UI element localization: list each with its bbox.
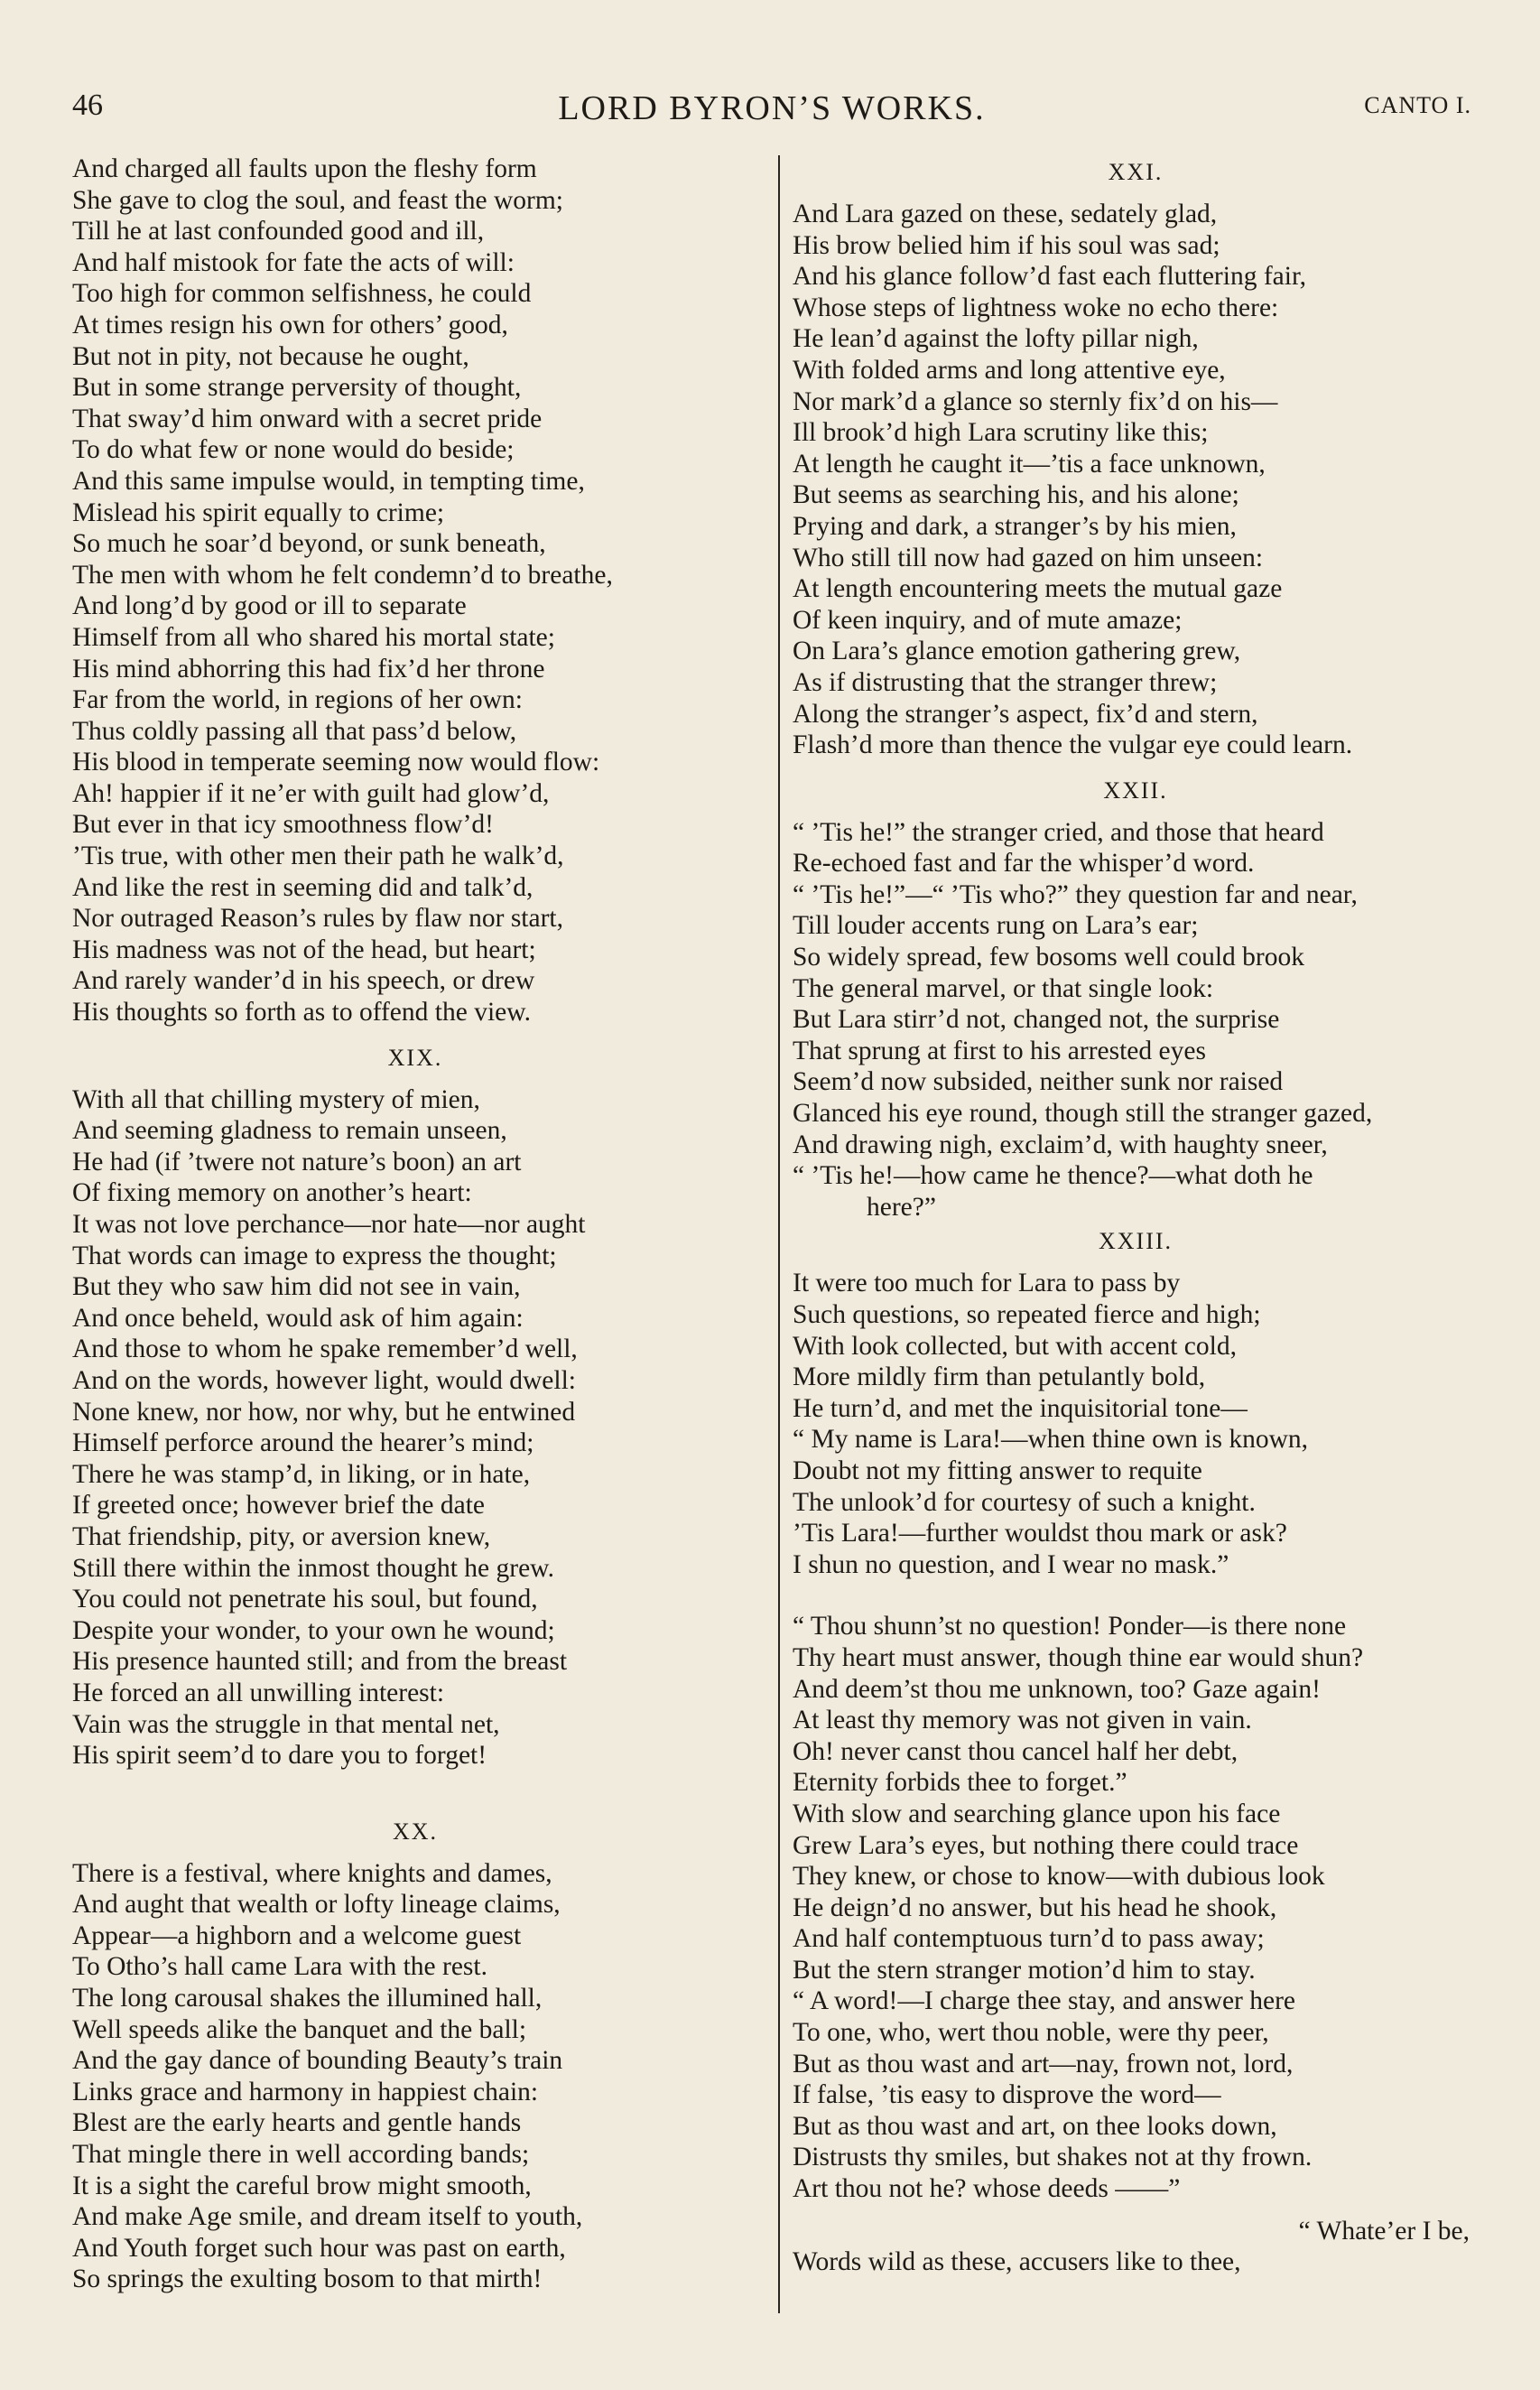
verse-line: On Lara’s glance emotion gathering grew, [793,637,1241,666]
verse-line: Mislead his spirit equally to crime; [72,498,445,527]
verse-line: Still there within the inmost thought he grew. [72,1553,554,1583]
verse-line: Nor mark’d a glance so sternly fix’d on his— [793,386,1278,416]
verse-line: Thus coldly passing all that pass’d below, [72,716,517,746]
verse-line: To do what few or none would do beside; [72,435,515,465]
verse-line: Vain was the struggle in that mental net, [72,1709,500,1739]
verse-line: But not in pity, not because he ought, [72,341,469,371]
verse-line: Of fixing memory on another’s heart: [72,1178,472,1208]
verse-line: That friendship, pity, or aversion knew, [72,1521,491,1551]
verse-line: The long carousal shakes the illumined hall, [72,1984,543,2013]
verse-line: If greeted once; however brief the date [72,1491,486,1520]
section-heading-xix: XIX. [387,1044,443,1071]
verse-line: And Youth forget such hour was past on earth, [72,2233,566,2263]
verse-line: And make Age smile, and dream itself to youth, [72,2202,583,2232]
verse-line: It is a sight the careful brow might smooth, [72,2171,532,2200]
verse-line: But in some strange perversity of thought, [72,373,522,403]
verse-line: “ ’Tis he!—how came he thence?—what doth he [793,1161,1313,1191]
verse-line: Along the stranger’s aspect, fix’d and stern, [793,699,1258,729]
verse-line: That mingle there in well according bands; [72,2140,530,2170]
verse-line: Despite your wonder, to your own he wound; [72,1615,555,1645]
section-heading-xxii: XXII. [1103,777,1168,804]
verse-line: None knew, nor how, nor why, but he entwined [72,1397,576,1427]
verse-line: Till louder accents rung on Lara’s ear; [793,911,1199,941]
column-divider [778,155,780,2313]
verse-line: But ever in that icy smoothness flow’d! [72,810,495,840]
verse-line: To one, who, wert thou noble, were thy peer, [793,2018,1269,2048]
verse-line: More mildly firm than petulantly bold, [793,1362,1206,1392]
verse-line: Himself from all who shared his mortal state; [72,622,555,652]
verse-line: Such questions, so repeated fierce and high; [793,1300,1261,1329]
stanza-xxi [793,199,1479,761]
verse-line: Glanced his eye round, though still the stranger gazed, [793,1099,1373,1129]
verse-line: There is a festival, where knights and dames, [72,1858,552,1888]
verse-line: At times resign his own for others’ good, [72,310,508,339]
verse-line: And rarely wander’d in his speech, or drew [72,966,535,996]
verse-line: Links grace and harmony in happiest chain: [72,2077,539,2106]
right-column [793,153,1479,2278]
reply-line: “ Whate’er I be, [1298,2216,1470,2246]
section-heading-xxiii: XXIII. [1098,1228,1174,1255]
stanza-xxiii [793,1268,1479,1580]
verse-line: And aught that wealth or lofty lineage claims, [72,1890,561,1920]
verse-line: His presence haunted still; and from the breast [72,1647,568,1677]
verse-line: His spirit seem’d to dare you to forget! [72,1741,487,1771]
verse-line: Himself perforce around the hearer’s mind; [72,1428,534,1458]
verse-line: Appear—a highborn and a welcome guest [72,1920,522,1950]
verse-line: Flash’d more than thence the vulgar eye could learn. [793,730,1353,760]
verse-line: Re-echoed fast and far the whisper’d word. [793,849,1255,879]
verse-line: And drawing nigh, exclaim’d, with haughty sneer, [793,1130,1328,1159]
verse-line: He deign’d no answer, but his head he shook, [793,1892,1277,1922]
verse-line: She gave to clog the soul, and feast the worm; [72,185,563,215]
verse-line: With look collected, but with accent cold, [793,1331,1237,1361]
verse-line: But they who saw him did not see in vain, [72,1272,521,1302]
verse-line: Oh! never canst thou cancel half her debt, [793,1736,1238,1766]
verse-line: And half mistook for fate the acts of will: [72,247,515,277]
verse-line: Art thou not he? whose deeds ——” [793,2174,1181,2204]
stanza-xx [72,1858,758,2295]
verse-line: “ Thou shunn’st no question! Ponder—is there none [793,1612,1347,1641]
verse-line: At least thy memory was not given in vain. [793,1706,1252,1735]
verse-line: “ ’Tis he!” the stranger cried, and those that heard [793,817,1324,847]
verse-line: Too high for common selfishness, he could [72,279,532,309]
verse-line: His brow belied him if his soul was sad; [793,230,1220,260]
verse-line: They knew, or chose to know—with dubious look [793,1862,1325,1892]
verse-line: And seeming gladness to remain unseen, [72,1116,507,1146]
verse-line: And charged all faults upon the fleshy form [72,154,537,183]
verse-line: If false, ’tis easy to disprove the word— [793,2080,1221,2110]
verse-line: That sprung at first to his arrested eyes [793,1036,1206,1065]
verse-line: ’Tis true, with other men their path he walk’d, [72,842,564,871]
verse-line: Well speeds alike the banquet and the ball; [72,2014,527,2044]
verse-line: The unlook’d for courtesy of such a knight. [793,1487,1256,1517]
canto-label: CANTO I. [1364,92,1471,118]
verse-line: It was not love perchance—nor hate—nor aught [72,1210,586,1239]
verse-line: That sway’d him onward with a secret pride [72,404,543,433]
stanza-xxii [793,817,1479,1192]
verse-line: Doubt not my fitting answer to requite [793,1455,1202,1485]
verse-line: I shun no question, and I wear no mask.” [793,1549,1229,1579]
verse-line: And Lara gazed on these, sedately glad, [793,200,1218,228]
verse-line: But as thou wast and art, on thee looks down, [793,2111,1277,2141]
verse-line: Ill brook’d high Lara scrutiny like this; [793,418,1209,448]
verse-line: But as thou wast and art—nay, frown not, lord, [793,2049,1294,2078]
verse-line: To Otho’s hall came Lara with the rest. [72,1952,487,1982]
verse-line: His thoughts so forth as to offend the view. [72,998,531,1028]
verse-line: And once beheld, would ask of him again: [72,1303,524,1333]
verse-line: Who still till now had gazed on him unseen: [793,543,1264,572]
verse-line: Ah! happier if it ne’er with guilt had glow’d, [72,778,550,808]
verse-line: Nor outraged Reason’s rules by flaw nor start, [72,904,563,934]
verse-line: ’Tis Lara!—further wouldst thou mark or ask? [793,1519,1287,1548]
verse-line: His blood in temperate seeming now would flow: [72,748,600,777]
verse-line: So widely spread, few bosoms well could brook [793,943,1304,972]
intro-stanza [72,153,758,1028]
left-column [72,153,758,2295]
verse-line: And this same impulse would, in tempting time, [72,466,585,496]
verse-line: So springs the exulting bosom to that mirth! [72,2264,543,2294]
verse-line: So much he soar’d beyond, or sunk beneath, [72,529,546,559]
verse-line: He forced an all unwilling interest: [72,1678,445,1707]
verse-line: The general marvel, or that single look: [793,973,1214,1003]
verse-line: But the stern stranger motion’d him to stay. [793,1955,1256,1985]
verse-line: His madness was not of the head, but heart; [72,935,536,964]
stanza-xxii-continuation: here?” [867,1192,936,1222]
verse-line: Whose steps of lightness woke no echo there: [793,293,1279,322]
verse-line: He lean’d against the lofty pillar nigh, [793,324,1199,354]
verse-line: His mind abhorring this had fix’d her throne [72,654,545,684]
verse-line: And the gay dance of bounding Beauty’s train [72,2046,563,2076]
verse-line: And long’d by good or ill to separate [72,591,467,621]
verse-line: There he was stamp’d, in liking, or in hate, [72,1459,531,1489]
verse-line: “ A word!—I charge thee stay, and answer here [793,1986,1295,2016]
section-heading-xxi: XXI. [1108,159,1164,185]
verse-line: That words can image to express the thought; [72,1241,557,1270]
verse-line: “ ’Tis he!”—“ ’Tis who?” they question far and near, [793,879,1358,909]
verse-line: But seems as searching his, and his alone; [793,480,1239,510]
verse-line: With slow and searching glance upon his face [793,1799,1281,1828]
verse-line: At length he caught it—’tis a face unknown, [793,449,1266,479]
verse-line: Prying and dark, a stranger’s by his mien, [793,511,1237,541]
verse-line: Eternity forbids thee to forget.” [793,1768,1127,1798]
section-heading-xx: XX. [392,1818,439,1845]
verse-line: With folded arms and long attentive eye, [793,355,1226,385]
verse-line: You could not penetrate his soul, but found, [72,1585,538,1614]
stanza-xix [72,1084,758,1772]
verse-line: And deem’st thou me unknown, too? Gaze again! [793,1674,1321,1704]
verse-line: The men with whom he felt condemn’d to breathe, [72,560,613,590]
verse-line: It were too much for Lara to pass by [793,1269,1181,1298]
verse-line: Till he at last confounded good and ill, [72,217,485,246]
verse-line: He turn’d, and met the inquisitorial tone— [793,1393,1248,1423]
verse-line: Distrusts thy smiles, but shakes not at thy frown. [793,2143,1313,2172]
verse-line: With all that chilling mystery of mien, [72,1084,480,1114]
page-number: 46 [72,88,103,122]
verse-line: Seem’d now subsided, neither sunk nor raised [793,1067,1284,1097]
running-title: LORD BYRON’S WORKS. [558,89,986,127]
verse-line: And like the rest in seeming did and talk’d, [72,872,533,902]
verse-line: Far from the world, in regions of her own: [72,685,523,715]
verse-line: He had (if ’twere not nature’s boon) an art [72,1147,522,1176]
final-line: Words wild as these, accusers like to thee, [793,2247,1241,2277]
verse-line: Of keen inquiry, and of mute amaze; [793,605,1183,635]
running-header [72,88,1471,128]
verse-line: “ My name is Lara!—when thine own is known, [793,1425,1309,1455]
verse-line: As if distrusting that the stranger threw; [793,667,1218,697]
verse-line: At length encountering meets the mutual gaze [793,574,1283,604]
verse-line: And those to whom he spake remember’d well, [72,1334,578,1364]
verse-line: Blest are the early hearts and gentle hands [72,2108,522,2138]
verse-line: And on the words, however light, would dwell: [72,1365,576,1395]
verse-line: Grew Lara’s eyes, but nothing there could trace [793,1830,1299,1860]
stanza-xxiii-part-2 [793,1611,1479,2204]
verse-line: And half contemptuous turn’d to pass away; [793,1924,1265,1954]
verse-line: Thy heart must answer, though thine ear would shun? [793,1642,1364,1672]
verse-line: But Lara stirr’d not, changed not, the surprise [793,1005,1280,1035]
verse-line: And his glance follow’d fast each fluttering fair, [793,262,1306,292]
